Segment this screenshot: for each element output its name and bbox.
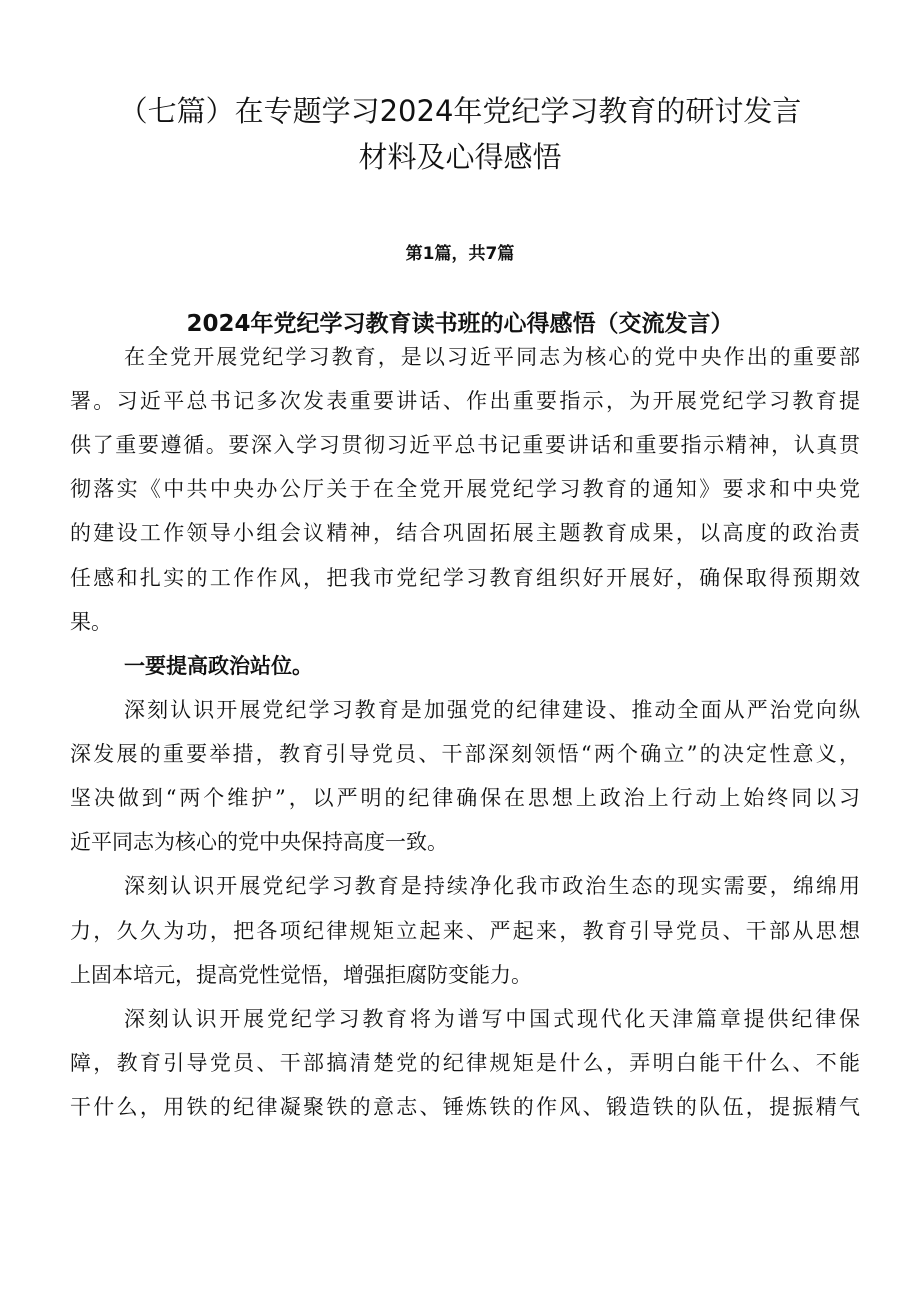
section-counter: 第1篇，共7篇 bbox=[405, 244, 515, 264]
paragraph-1-line-5: 的建设工作领导小组会议精神，结合巩固拓展主题教育成果，以高度的政治责 bbox=[70, 521, 860, 545]
paragraph-4-line-2: 力，久久为功，把各项纪律规矩立起来、严起来，教育引导党员、干部从思想 bbox=[70, 919, 860, 943]
paragraph-3-line-1: 深刻认识开展党纪学习教育是加强党的纪律建设、推动全面从严治党向纵 bbox=[124, 698, 860, 722]
paragraph-3-line-4: 近平同志为核心的党中央保持高度一致。 bbox=[70, 830, 448, 854]
section-title: 2024年党纪学习教育读书班的心得感悟（交流发言） bbox=[186, 311, 734, 338]
paragraph-1-line-2: 署。习近平总书记多次发表重要讲话、作出重要指示，为开展党纪学习教育提 bbox=[70, 389, 860, 413]
paragraph-1-line-1: 在全党开展党纪学习教育，是以习近平同志为核心的党中央作出的重要部 bbox=[124, 345, 860, 369]
paragraph-4-line-1: 深刻认识开展党纪学习教育是持续净化我市政治生态的现实需要，绵绵用 bbox=[124, 874, 860, 898]
paragraph-1-line-6: 任感和扎实的工作作风，把我市党纪学习教育组织好开展好，确保取得预期效 bbox=[70, 566, 860, 590]
paragraph-3-line-2: 深发展的重要举措，教育引导党员、干部深刻领悟“两个确立”的决定性意义， bbox=[70, 742, 860, 766]
paragraph-4-line-3: 上固本培元，提高党性觉悟，增强拒腐防变能力。 bbox=[70, 963, 532, 987]
subheading-raise-political-stance: 一要提高政治站位。 bbox=[124, 654, 313, 678]
document-title-line-2: 材料及心得感悟 bbox=[358, 140, 562, 174]
paragraph-5-line-2: 障，教育引导党员、干部搞清楚党的纪律规矩是什么，弄明白能干什么、不能 bbox=[70, 1051, 860, 1075]
document-title-line-1: （七篇）在专题学习2024年党纪学习教育的研讨发言 bbox=[118, 94, 802, 128]
paragraph-1-line-4: 彻落实《中共中央办公厅关于在全党开展党纪学习教育的通知》要求和中央党 bbox=[70, 477, 860, 501]
paragraph-1-line-3: 供了重要遵循。要深入学习贯彻习近平总书记重要讲话和重要指示精神，认真贯 bbox=[70, 433, 860, 457]
paragraph-1-line-7: 果。 bbox=[70, 610, 112, 634]
paragraph-5-line-1: 深刻认识开展党纪学习教育将为谱写中国式现代化天津篇章提供纪律保 bbox=[124, 1007, 860, 1031]
paragraph-3-line-3: 坚决做到“两个维护”，以严明的纪律确保在思想上政治上行动上始终同以习 bbox=[70, 786, 860, 810]
paragraph-5-line-3: 干什么，用铁的纪律凝聚铁的意志、锤炼铁的作风、锻造铁的队伍，提振精气 bbox=[70, 1095, 860, 1119]
